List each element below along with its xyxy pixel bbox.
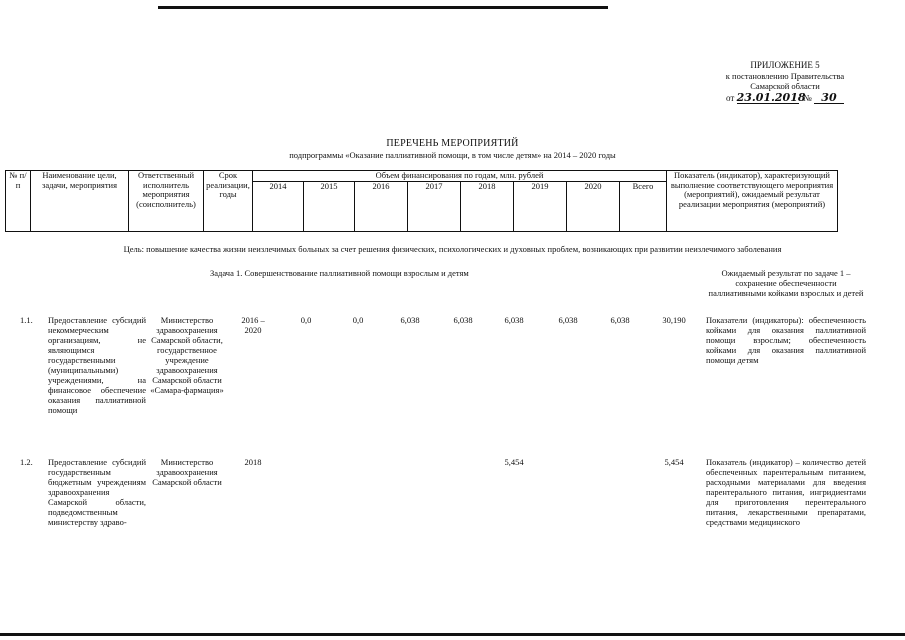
- header-col-no: № п/п: [6, 171, 31, 232]
- appendix-line1: к постановлению Правительства: [725, 70, 845, 81]
- header-year: 2018: [461, 182, 514, 232]
- table-header: [5, 170, 838, 232]
- appendix-title: ПРИЛОЖЕНИЕ 5: [750, 60, 820, 70]
- top-rule: [158, 6, 608, 9]
- row-term: 2018: [244, 457, 262, 467]
- row-value-total: 5,454: [664, 457, 684, 467]
- header-col-funding: Объем финансирования по годам, млн. рублей: [253, 171, 667, 182]
- document-title: ПЕРЕЧЕНЬ МЕРОПРИЯТИЙ: [386, 138, 519, 149]
- row-number: 1.1.: [20, 315, 33, 325]
- row-name: Предоставление субсидий некоммерческим организациям, не являющимся государственными (муниципальными) учреждениями, на финансовое обеспечение оказания паллиативной помощи: [48, 315, 146, 415]
- row-term: 2016 – 2020: [241, 315, 265, 335]
- row-value-2016: 6,038: [400, 315, 420, 325]
- row-value-2014: 0,0: [300, 315, 312, 325]
- date-handwritten: 23.01.2018: [736, 90, 806, 104]
- row-name: Предоставление субсидий государственным бюджетным учреждениям здравоохранения Самарской области, подведомственным министерству здраво-: [48, 457, 146, 527]
- row-value-2020: 6,038: [610, 315, 630, 325]
- row-value-2018: 5,454: [504, 457, 524, 467]
- number-handwritten: 30: [814, 93, 844, 105]
- goal-text: Цель: повышение качества жизни неизлечимых больных за счет решения физических, психологических и духовных проблем, возникающих при развитии неизлечимого заболевания: [123, 244, 782, 254]
- header-col-name: Наименование цели, задачи, мероприятия: [31, 171, 129, 232]
- row-value-2019: 6,038: [558, 315, 578, 325]
- header-col-term: Срок реализации, годы: [204, 171, 253, 232]
- header-year: 2020: [567, 182, 620, 232]
- header-year: 2015: [304, 182, 355, 232]
- document-subtitle: подпрограммы «Оказание паллиативной помощи, в том числе детям» на 2014 – 2020 годы: [289, 150, 616, 160]
- row-indicator: Показатель (индикатор) – количество детей обеспеченных парентеральным питанием, расходными материалами для введения парентерального питания, ингридиентами для приготовления перентерального питания, лекарственными препаратами, средствами медицинского: [706, 457, 866, 527]
- row-number: 1.2.: [20, 457, 33, 467]
- row-value-2018: 6,038: [504, 315, 524, 325]
- task1-text: Задача 1. Совершенствование паллиативной помощи взрослым и детям: [210, 268, 469, 278]
- bottom-rule: [0, 633, 905, 636]
- date-prefix: от: [726, 92, 735, 103]
- number-prefix: №: [803, 92, 812, 103]
- appendix-line2: Самарской области: [750, 81, 820, 91]
- row-value-2017: 6,038: [453, 315, 473, 325]
- row-responsible: Министерство здравоохранения Самарской области, государственное учреждение здравоохранения Самарской области «Самара-фармация»: [150, 315, 224, 395]
- header-col-indicator: Показатель (индикатор), характеризующий выполнение соответствующего мероприятия (мероприятий), ожидаемый результат реализации мероприятия (мероприятий): [667, 171, 838, 232]
- row-responsible: Министерство здравоохранения Самарской области: [152, 457, 222, 487]
- row-indicator: Показатели (индикаторы): обеспеченность койками для оказания паллиативной помощи взрослым; обеспеченность койками для оказания паллиативной помощи детям: [706, 315, 866, 365]
- header-year: 2016: [355, 182, 408, 232]
- header-year: 2014: [253, 182, 304, 232]
- row-value-total: 30,190: [662, 315, 686, 325]
- appendix-date-line: [700, 90, 870, 105]
- header-year: 2017: [408, 182, 461, 232]
- appendix-block: [700, 60, 870, 104]
- task1-expected-result: Ожидаемый результат по задаче 1 – сохранение обеспеченности паллиативными койками взрослых и детей: [708, 268, 864, 298]
- header-total: Всего: [620, 182, 667, 232]
- row-value-2015: 0,0: [352, 315, 364, 325]
- header-year: 2019: [514, 182, 567, 232]
- header-col-responsible: Ответственный исполнитель мероприятия (соисполнитель): [129, 171, 204, 232]
